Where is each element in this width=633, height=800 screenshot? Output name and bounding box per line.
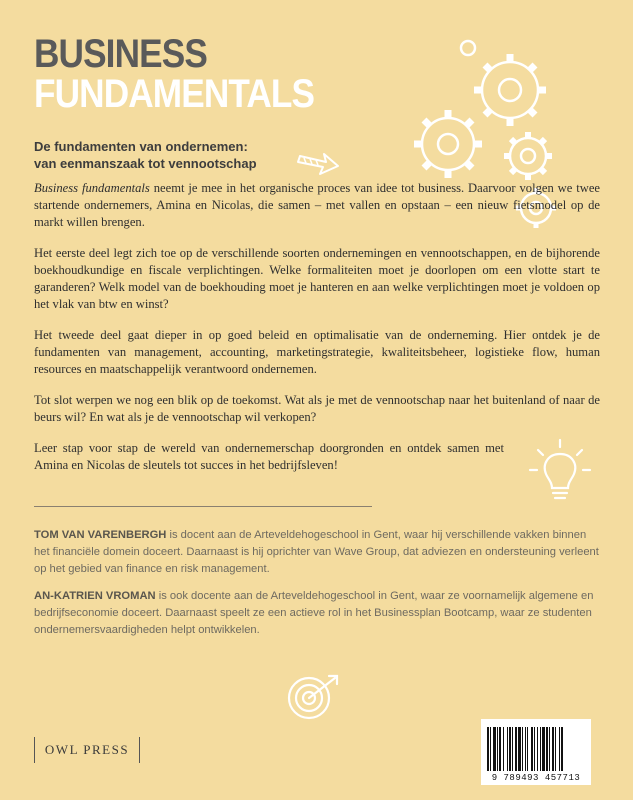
subtitle <box>34 138 257 172</box>
barcode-bars <box>487 727 585 771</box>
author-name-1: TOM VAN VARENBERGH <box>34 529 167 541</box>
isbn-number: 9 789493 457713 <box>491 773 581 783</box>
book-title <box>34 34 314 114</box>
title-line-2: FUNDAMENTALS <box>34 72 315 116</box>
paragraph-1 <box>34 180 600 231</box>
publisher-logo: OWL PRESS <box>34 737 140 763</box>
isbn-barcode <box>481 719 591 785</box>
title-line-1: BUSINESS <box>34 32 207 76</box>
paragraph-3: Het tweede deel gaat dieper in op goed beleid en optimalisatie van de onderneming. Hier ontdek je de fundamenten van management, accounting, marketingstrategie, kwaliteitsbeheer, logistieke flow, human resources en maatschappelijk verantwoord ondernemen. <box>34 328 600 376</box>
author-text-1: is docent aan de Arteveldehogeschool in Gent, waar hij verschillende vakken binnen het financiële domein doceert. Daarnaast is hij oprichter van Wave Group, dat adviezen en ondersteuning verleent op het gebied van finance en risk management. <box>34 529 599 575</box>
author-name-2: AN-KATRIEN VROMAN <box>34 590 156 602</box>
lightbulb-icon <box>520 432 600 512</box>
author-text-2: is ook docente aan de Arteveldehogeschool in Gent, waar ze voornamelijk algemene en bedrijfseconomie doceert. Daarnaast speelt ze een actieve rol in het Businessplan Bootcamp, waar ze studenten ondernemersvaardigheden helpt ontwikkelen. <box>34 590 594 636</box>
author-bio-1 <box>34 527 600 578</box>
back-cover-text <box>34 180 600 488</box>
section-divider <box>34 506 372 507</box>
author-bios <box>34 527 600 649</box>
book-title-italic: Business fundamentals <box>34 181 150 195</box>
arrow-icon <box>296 148 342 178</box>
paragraph-2: Het eerste deel legt zich toe op de verschillende soorten ondernemingen en vennootschappen, en de bijhorende boekhoudkundige en fiscale verplichtingen. Welke formaliteiten moet je doorlopen om een vlotte start te garanderen? Welk model van de boekhouding moet je hanteren en aan welke verplichtingen moet je voldoen op het vlak van btw en winst? <box>34 246 600 311</box>
subtitle-line-2: van eenmanszaak tot vennootschap <box>34 156 257 171</box>
target-icon <box>283 666 343 726</box>
author-bio-2 <box>34 588 600 639</box>
paragraph-4: Tot slot werpen we nog een blik op de toekomst. Wat als je met de vennootschap naar het buitenland of naar de beurs wil? En wat als je de vennootschap wil verkopen? <box>34 393 600 424</box>
paragraph-1-text: neemt je mee in het organische proces van idee tot business. Daarvoor volgen we twee startende ondernemers, Amina en Nicolas, die samen – met vallen en opstaan – een nieuw fietsmodel op de markt willen brengen. <box>34 181 600 229</box>
paragraph-5: Leer stap voor stap de wereld van ondernemerschap doorgronden en ontdek samen met Amina en Nicolas de sleutels tot succes in het bedrijfsleven! <box>34 441 504 472</box>
subtitle-line-1: De fundamenten van ondernemen: <box>34 139 248 154</box>
